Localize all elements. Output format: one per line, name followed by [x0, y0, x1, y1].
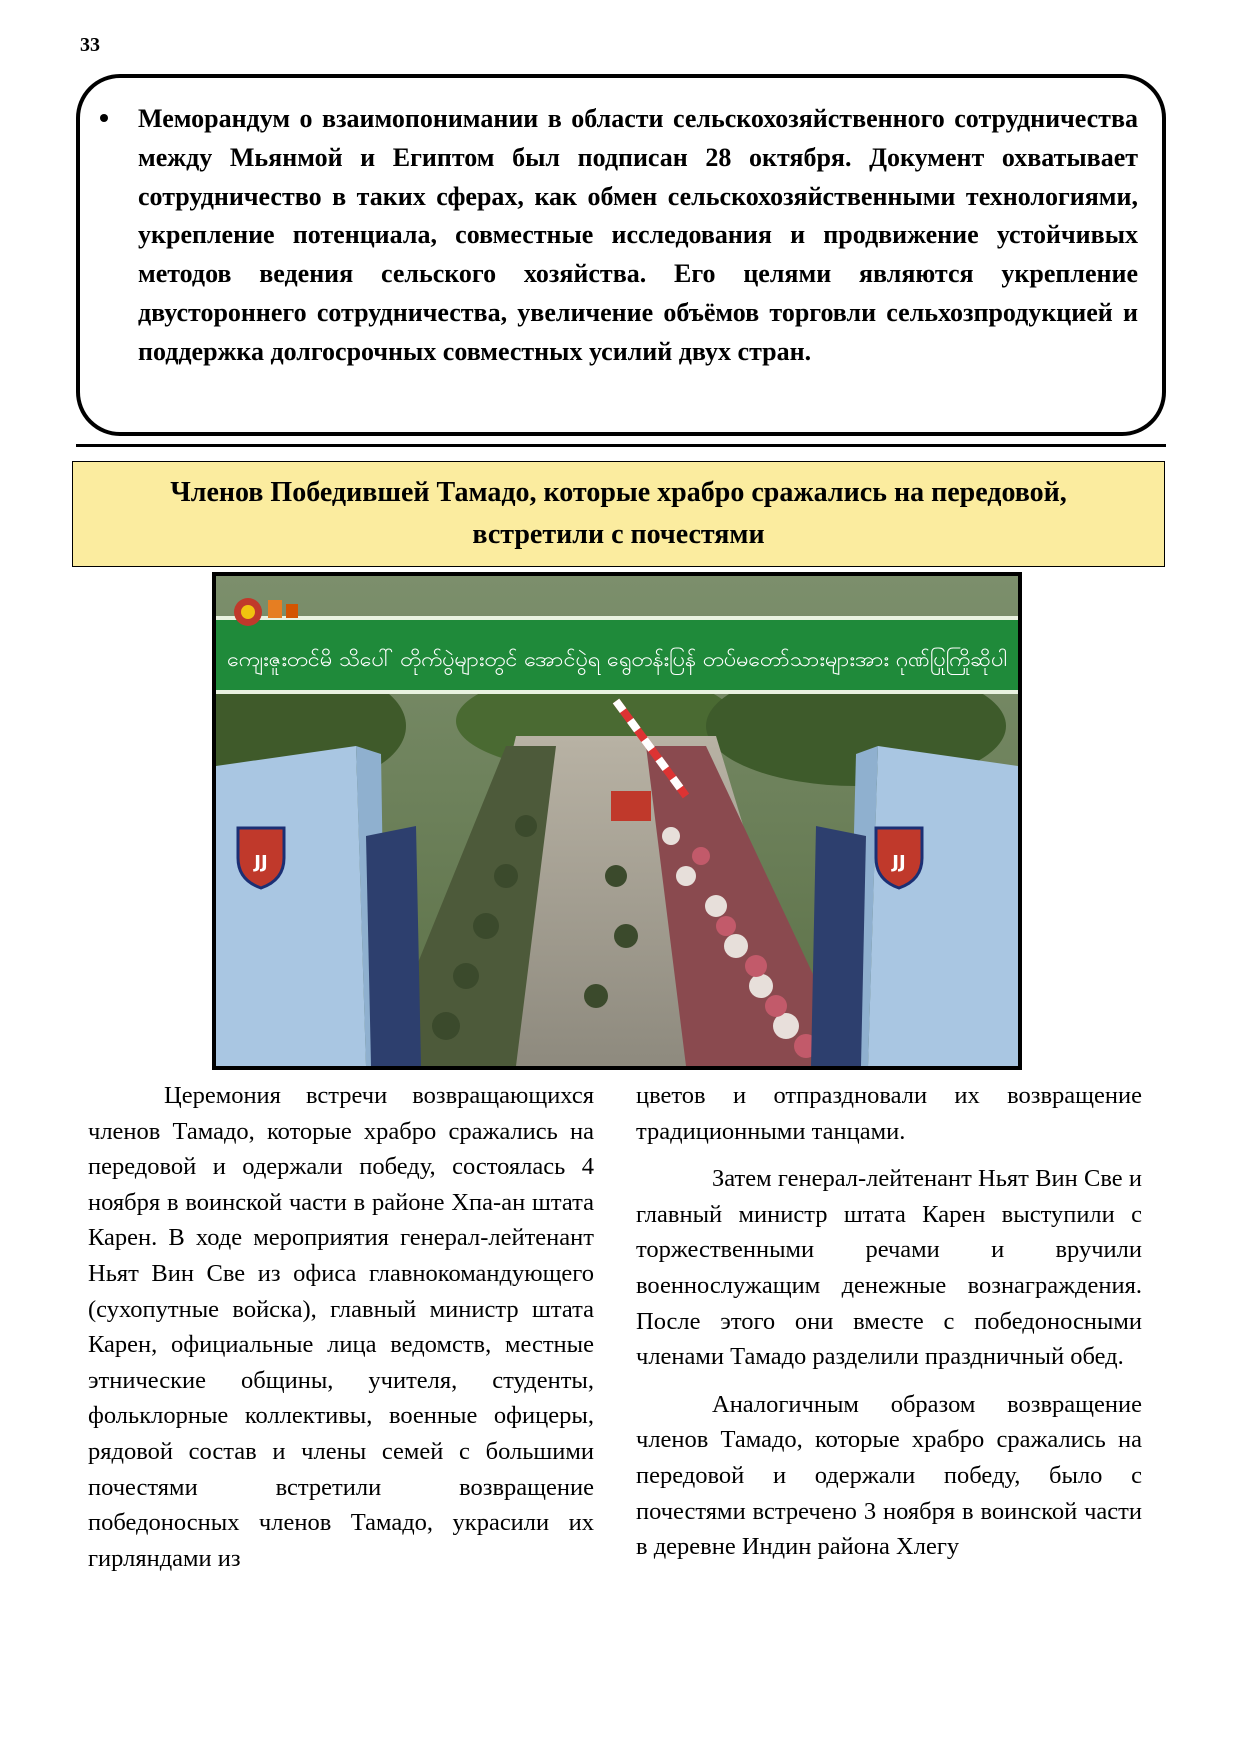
welcome-gate-photo — [216, 576, 1018, 1066]
emblem-right-icon — [876, 828, 922, 888]
article-headline-box — [72, 461, 1165, 567]
banner-text: ကျေးဇူးတင်မိ သိပေါ် တိုက်ပွဲများတွင် အောင်ပွဲရ ရွေတန်းပြန် တပ်မတော်သားများအား ဂုဏ်ပြုကြိုဆိုပါ — [227, 647, 953, 671]
headline-line-2: встретили с почестями — [472, 519, 765, 550]
page-number: 33 — [80, 34, 100, 56]
article-paragraph-1-continued: цветов и отпраздновали их возвращение традиционными танцами. — [636, 1082, 1142, 1145]
article-paragraph-1: Церемония встречи возвращающихся членов Тамадо, которые храбро сражались на передовой и одержали победу, состоялась 4 ноября в воинской части в районе Хпа-ан штата Карен. В ходе мероприятия генерал-лейтенант Ньят Вин Све из офиса главнокомандующего (сухопутные войска), главный министр штата Карен, официальные лица ведомств, местные этнические общины, учителя, студенты, фольклорные коллективы, военные офицеры, рядовой состав и члены семей с большими почестями встретили возвращение победоносных членов Тамадо, украсили их гирляндами из — [88, 1082, 594, 1572]
emblem-left-icon — [238, 828, 284, 888]
article-paragraph-2: Затем генерал-лейтенант Ньят Вин Све и главный министр штата Карен выступили с торжественными речами и вручили военнослужащим денежные вознаграждения. После этого они вместе с победоносными членами Тамадо разделили праздничный обед. — [636, 1165, 1142, 1371]
headline-line-1: Членов Победившей Тамадо, которые храбро сражались на передовой, — [170, 477, 1067, 508]
memo-box — [76, 74, 1166, 436]
bullet-icon — [100, 114, 108, 122]
article-column-left — [88, 1078, 594, 1588]
svg-text:JJ: JJ — [892, 852, 906, 873]
section-divider — [76, 444, 1166, 447]
article-headline — [99, 472, 1139, 556]
memo-text: Меморандум о взаимопонимании в области сельскохозяйственного сотрудничества между Мьянмой и Египтом был подписан 28 октября. Документ охватывает сотрудничество в таких сферах, как обмен сельскохозяйственными технологиями, укрепление потенциала, совместные исследования и продвижение устойчивых методов ведения сельского хозяйства. Его целями являются укрепление двустороннего сотрудничества, увеличение объёмов торговли сельхозпродукцией и поддержка долгосрочных совместных усилий двух стран. — [138, 104, 1138, 366]
article-photo — [212, 572, 1022, 1070]
article-column-right — [636, 1078, 1142, 1577]
svg-text:JJ: JJ — [254, 852, 268, 873]
article-paragraph-3: Аналогичным образом возвращение членов Тамадо, которые храбро сражались на передовой и одержали победу, было с почестями встречено 3 ноября в воинской части в деревне Индин района Хлегу — [636, 1390, 1142, 1561]
